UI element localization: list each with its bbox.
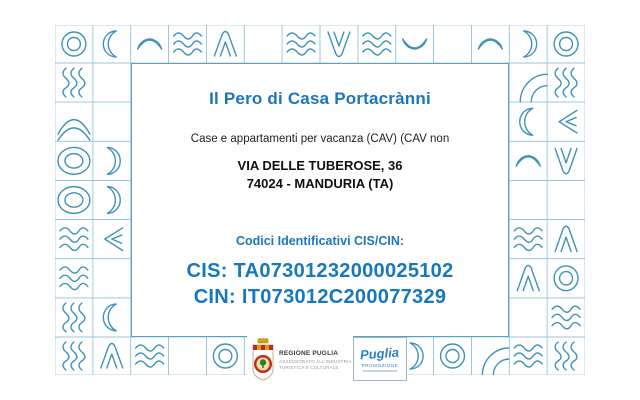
regione-name: REGIONE PUGLIA — [279, 349, 339, 357]
property-address — [132, 157, 508, 192]
pugliapromozione-wordmark: Puglia — [360, 344, 400, 362]
certificate-card — [131, 63, 509, 337]
address-line-1: VIA DELLE TUBEROSE, 36 — [237, 158, 403, 173]
pugliapromozione-subtitle: PROMOZIONE — [361, 362, 399, 368]
identification-codes — [132, 258, 508, 310]
cin-code: CIN: IT073012C200077329 — [193, 286, 447, 309]
footer-logos — [247, 336, 413, 384]
pugliapromozione-tagline-bar — [363, 370, 397, 372]
address-line-2: 74024 - MANDURIA (TA) — [246, 175, 394, 191]
cis-code: CIS: TA07301232000025102 — [186, 260, 454, 283]
pugliapromozione-logo — [353, 337, 407, 381]
property-title: Il Pero di Casa Portacrànni — [209, 89, 431, 108]
regione-subtitle: ASSESSORATO ALL'INDUSTRIA TURISTICA E CULTURALE — [279, 358, 352, 370]
regione-puglia-crest-icon — [251, 338, 275, 382]
regione-puglia-text — [279, 350, 352, 371]
codes-heading: Codici Identificativi CIS/CIN: — [235, 234, 405, 249]
property-type-text: Case e appartamenti per vacanza (CAV) (CAV non — [190, 133, 450, 145]
regione-puglia-logo — [247, 336, 353, 384]
